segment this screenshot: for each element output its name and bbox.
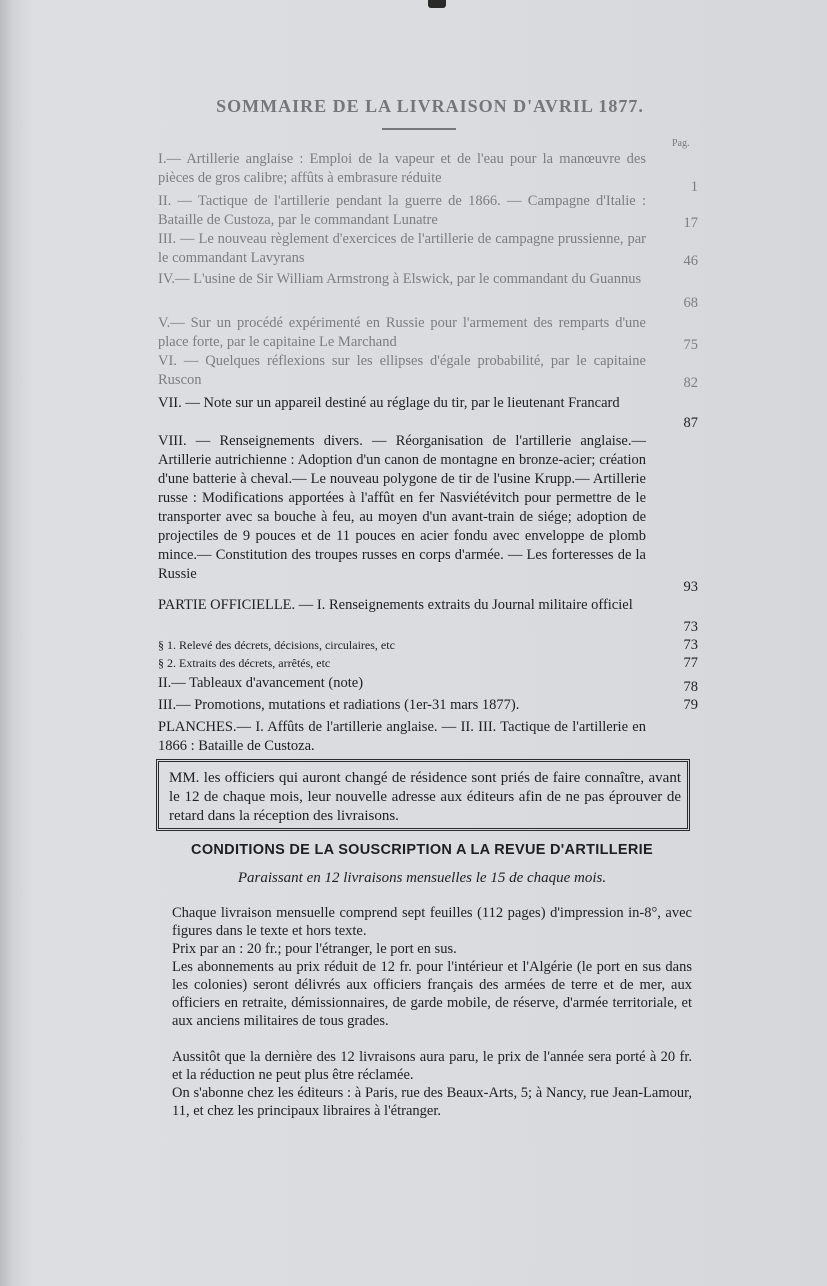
toc-entry-page: 78: [683, 679, 698, 695]
notice-text: MM. les officiers qui auront changé de résidence sont priés de faire connaître, avant le 12 de chaque mois, leur nouvelle adresse aux éditeurs afin de ne pas éprouver de retard dans la réception des livraisons.: [169, 770, 681, 824]
conditions-paragraph: Aussitôt que la dernière des 12 livraisons aura paru, le prix de l'année sera porté à 20 fr. et la réduction ne peut plus être réclamée.: [172, 1049, 692, 1083]
toc-entry: [158, 314, 698, 352]
conditions-title: CONDITIONS DE LA SOUSCRIPTION A LA REVUE D'ARTILLERIE: [191, 842, 653, 858]
toc-entry-text: V.— Sur un procédé expérimenté en Russie pour l'armement des remparts d'une place forte, par le capitaine Le Marchand: [158, 315, 646, 350]
toc-entry-page: 17: [683, 215, 698, 231]
toc-entry-text: VII. — Note sur un appareil destiné au réglage du tir, par le lieutenant Francard: [158, 395, 620, 411]
toc-entry: [158, 718, 698, 756]
conditions-subtitle: Paraissant en 12 livraisons mensuelles le 15 de chaque mois.: [237, 870, 607, 886]
toc-entry-text: I.— Artillerie anglaise : Emploi de la vapeur et de l'eau pour la manœuvre des pièces de gros calibre; affûts à embrasure réduite: [158, 151, 646, 186]
toc-entry: [158, 352, 698, 390]
toc-entry-text: II.— Tableaux d'avancement (note): [158, 675, 364, 691]
toc-entry-page: 68: [683, 295, 698, 311]
toc-entry-text: § 2. Extraits des décrets, arrêtés, etc: [158, 656, 331, 670]
toc-entry-text: PLANCHES.— I. Affûts de l'artillerie anglaise. — II. III. Tactique de l'artillerie en 1866 : Bataille de Custoza.: [158, 719, 646, 754]
toc-entry-text: § 1. Relevé des décrets, décisions, circulaires, etc: [158, 638, 395, 652]
toc-entry-page: 87: [683, 415, 698, 431]
toc-entry: [158, 636, 698, 655]
toc-entry-page: 82: [683, 375, 698, 391]
toc-entry: [158, 270, 698, 311]
toc-entry: [158, 394, 698, 431]
page-title: SOMMAIRE DE LA LIVRAISON D'AVRIL 1877.: [216, 96, 644, 116]
toc-entry-text: III. — Le nouveau règlement d'exercices de l'artillerie de campagne prussienne, par le commandant Lavyrans: [158, 231, 646, 266]
toc-entry: [158, 150, 698, 195]
conditions-paragraph: Chaque livraison mensuelle comprend sept feuilles (112 pages) d'impression in-8°, avec figures dans le texte et hors texte.: [172, 905, 692, 939]
toc-entry-page: 1: [690, 179, 698, 195]
toc-entry: [158, 674, 698, 693]
toc-entry-page: 73: [683, 637, 698, 653]
toc-entry: [158, 696, 698, 715]
binding-hole: [428, 0, 446, 8]
toc-entry-text: II. — Tactique de l'artillerie pendant la guerre de 1866. — Campagne d'Italie : Bataille de Custoza, par le commandant Lunatre: [158, 193, 646, 228]
toc-entry-text: III.— Promotions, mutations et radiations (1er-31 mars 1877).: [158, 697, 520, 713]
pages-column-label: Pag.: [672, 138, 690, 149]
toc-entry-page: 73: [683, 619, 698, 635]
notice-box: [156, 759, 690, 831]
toc-entry: [158, 596, 698, 635]
conditions-paragraph: Les abonnements au prix réduit de 12 fr. pour l'intérieur et l'Algérie (le port en sus dans les colonies) seront délivrés aux officiers français des armées de terre et de mer, aux officiers en retraite, démissionnaires, de garde mobile, de réserve, d'armée territoriale, et aux anciens militaires de tous grades.: [172, 959, 692, 1029]
toc-entry-page: 75: [683, 337, 698, 353]
toc-entry-page: 79: [683, 697, 698, 713]
toc-entry: [158, 432, 698, 595]
toc-entry-page: 93: [683, 579, 698, 595]
toc-entry-text: VIII. — Renseignements divers. — Réorganisation de l'artillerie anglaise.— Artillerie autrichienne : Adoption d'un canon de montagne en bronze-acier; création d'une batterie à cheval.— Le nouveau polygone de tir de l'usine Krupp.— Artillerie russe : Modifications apportées à l'affût en fer Nasviétévitch pour permettre de le transporter avec sa bouche à feu, au moyen d'un avant-train de siége; adoption de projectiles de 9 pouces et de 11 pouces en acier fondu avec enveloppe de plomb mince.— Constitution des troupes russes en corps d'armée. — Les forteresses de la Russie: [158, 433, 646, 582]
title-rule: [382, 128, 456, 130]
toc-entry: [158, 192, 698, 230]
conditions-paragraph: On s'abonne chez les éditeurs : à Paris, rue des Beaux-Arts, 5; à Nancy, rue Jean-Lamour, 11, et chez les principaux libraires à l'étranger.: [172, 1085, 692, 1119]
toc-entry-text: PARTIE OFFICIELLE. — I. Renseignements extraits du Journal militaire officiel: [158, 597, 633, 613]
toc-entry: [158, 230, 698, 268]
toc-entry-text: IV.— L'usine de Sir William Armstrong à Elswick, par le commandant du Guannus: [158, 271, 642, 287]
toc-entry-page: 77: [683, 655, 698, 671]
page-edge-shadow: [0, 0, 14, 1286]
toc-entry-page: 46: [683, 253, 698, 269]
toc-entry-text: VI. — Quelques réflexions sur les ellipses d'égale probabilité, par le capitaine Ruscon: [158, 353, 646, 388]
conditions-paragraph: Prix par an : 20 fr.; pour l'étranger, le port en sus.: [172, 941, 457, 957]
toc-entry: [158, 654, 698, 673]
